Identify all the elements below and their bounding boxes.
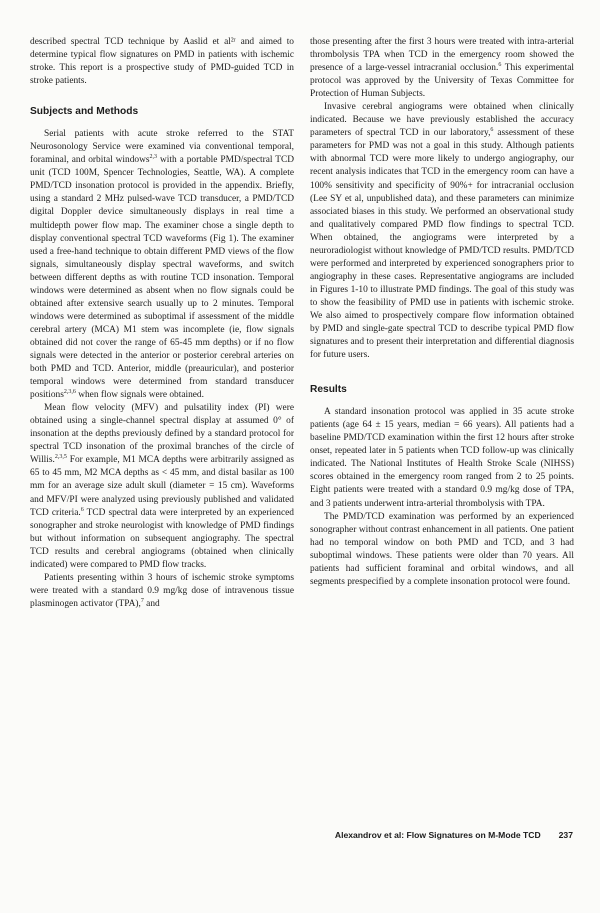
methods-paragraph-3: Patients presenting within 3 hours of ischemic stroke symptoms were treated with a standard 0.9 mg/kg dose of intravenous tissue plasminogen activator (TPA),$^7$ and (30, 572, 294, 609)
running-title: Alexandrov et al: Flow Signatures on M-Mode TCD (334, 830, 541, 840)
intro-paragraph: described spectral TCD technique by Aaslid et al²ʳ and aimed to determine typical flow signatures on PMD in patients with ischemic stroke. This report is a prospective study of PMD-guided TCD in stroke patients. (30, 37, 294, 87)
methods-continued-paragraph: those presenting after the first 3 hours were treated with intra-arterial thrombolysis TPA when TCD in the emergency room showed the presence of a large-vessel intracranial occlusion.$^6$ This experimental protocol was approved by the University of Texas Committee for Protection of Human Subjects. (310, 37, 574, 100)
section-heading-results: Results (310, 384, 347, 396)
left-column (30, 36, 294, 611)
page-footer (0, 830, 573, 840)
angiograms-paragraph: Invasive cerebral angiograms were obtained when clinically indicated. Because we have previously established the accuracy parameters of spectral TCD in our laboratory,$^6$ assessment of these parameters for PMD was not a goal in this study. Although patients with abnormal TCD were more likely to undergo angiography, our recent analysis indicates that TCD in the emergency room can have a 100% sensitivity and specificity of 90%+ for intracranial occlusion (Lee SY et al, unpublished data), and these parameters can minimize associated biases in this study. We performed an observational study and qualitatively compared PMD flow findings to spectral TCD. When obtained, the angiograms were interpreted by a neuroradiologist without knowledge of PMD/TCD results. PMD/TCD were performed and interpreted by experienced sonographers prior to angiography in these cases. Representative angiograms are included in Figures 1-10 to illustrate PMD findings. The goal of this study was to show the feasibility of PMD use in patients with ischemic stroke. We also aimed to prospectively compare flow information obtained by PMD and single-gate spectral TCD to describe typical PMD flow signatures and to present their interpretation and differential diagnosis for future users. (310, 102, 575, 361)
results-paragraph-2: The PMD/TCD examination was performed by an experienced sonographer without contrast enhancement in all patients. One patient had no temporal window on both PMD and TCD, and 3 had suboptimal windows. These patients were older than 70 years. All patients had sufficient foraminal and orbital windows, and all segments prespecified by a complete insonation protocol were found. (310, 511, 574, 587)
methods-paragraph-1: Serial patients with acute stroke referred to the STAT Neurosonology Service were examined via conventional temporal, foraminal, and orbital windows$^{2,3}$ with a portable PMD/spectral TCD unit (TCD 100M, Spencer Technologies, Seattle, WA). A complete PMD/TCD insonation protocol is provided in the appendix. Briefly, using a standard 2 MHz pulsed-wave TCD transducer, a PMD/TCD digital Doppler device simultaneously displays in real time a multidepth power flow map. The examiner chose a single depth to display conventional spectral TCD waveforms (Fig 1). The examiner used a free-hand technique to obtain different PMD views of the flow signals, simultaneously display spectral waveforms, and switch between different depths as with routine TCD insonation. Temporal windows were determined as absent when no flow signals could be obtained after extensive search usually up to 2 minutes. Temporal windows were determined as suboptimal if assessment of the middle cerebral artery (MCA) M1 stem was incomplete (ie, flow signals obtained did not cover the range of 65-45 mm depths) or if no flow signals were detected in the anterior or posterior cerebral arteries on both PMD and TCD. Anterior, middle (preauricular), and posterior temporal windows were determined from standard transducer positions$^{2,3,6}$ when flow signals were obtained. (30, 129, 295, 401)
right-column (310, 36, 574, 589)
page-number: 237 (558, 830, 573, 840)
section-heading-subjects-methods: Subjects and Methods (30, 106, 139, 118)
methods-paragraph-2: Mean flow velocity (MFV) and pulsatility index (PI) were obtained using a single-channel spectral display at assumed 0° of insonation at the depths previously defined by a standard protocol for spectral TCD insonation of the proximal branches of the circle of Willis.$^{2,3,5}$ For example, M1 MCA depths were arbitrarily assigned as 65 to 45 mm, M2 MCA depths as < 45 mm, and distal basilar as 100 mm for an average size adult skull (diameter = 15 cm). Waveforms and MFV/PI were analyzed using previously published and validated TCD criteria.$^6$ TCD spectral data were interpreted by an experienced sonographer and stroke neurologist with knowledge of PMD findings but without information on subsequent angiography. The spectral TCD results and cerebral angiograms (obtained when clinically indicated) were compared to PMD flow tracks. (30, 403, 294, 570)
results-paragraph-1: A standard insonation protocol was applied in 35 acute stroke patients (age 64 ± 15 years, median = 66 years). All patients had a baseline PMD/TCD examination within the first 12 hours after stroke onset, repeated later in 5 patients when TCD follow-up was clinically indicated. The National Institutes of Health Stroke Scale (NIHSS) scores obtained in the emergency room ranged from 2 to 25 points. Eight patients were treated with a standard 0.9 mg/kg dose of TPA, and 3 patients underwent intra-arterial thrombolysis with TPA. (310, 407, 574, 509)
